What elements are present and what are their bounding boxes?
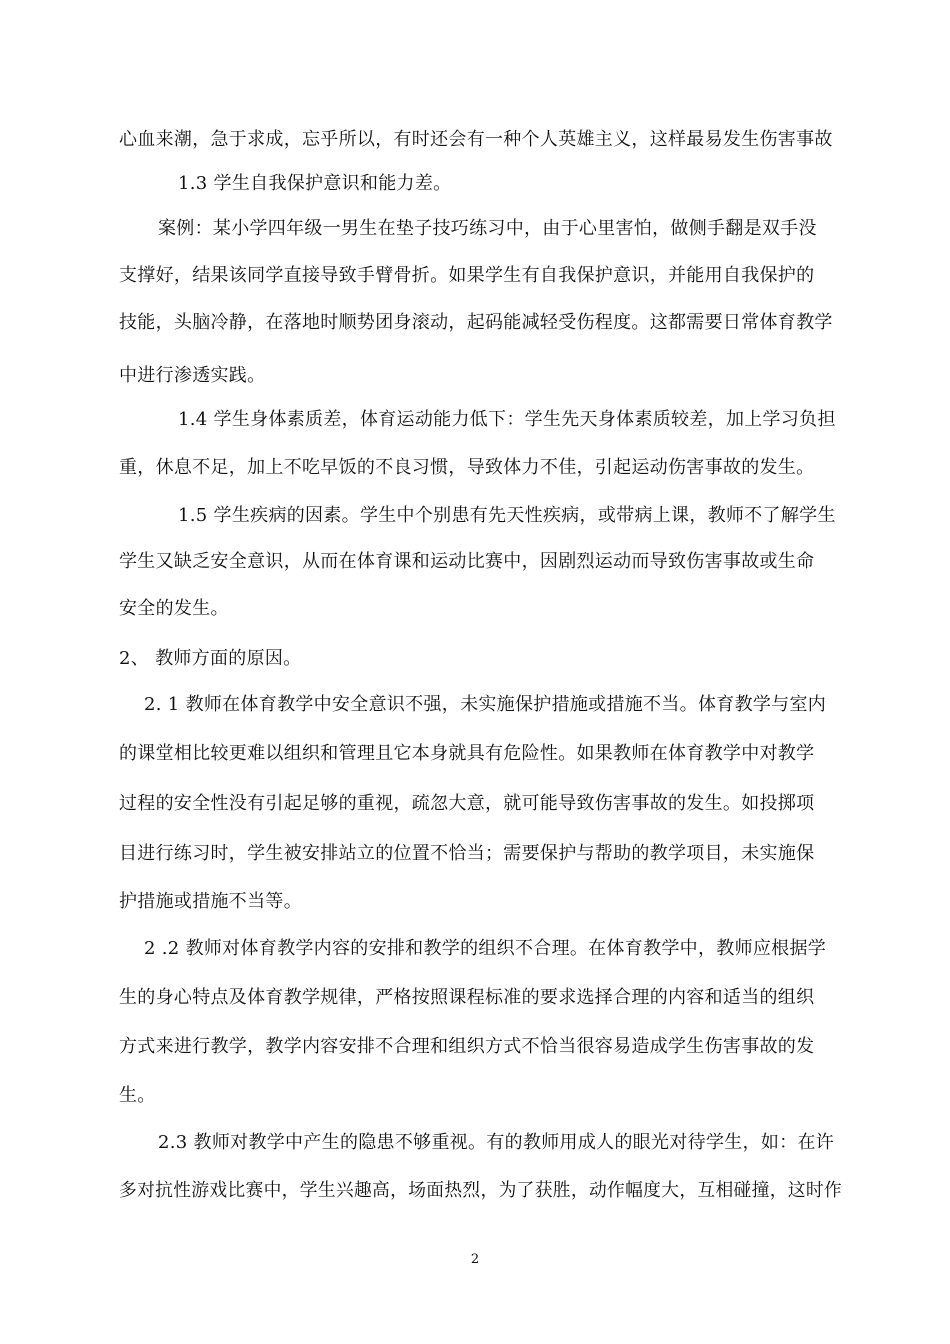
text-line: 重，休息不足，加上不吃早饭的不良习惯，导致体力不佳，引起运动伤害事故的发生。	[119, 457, 815, 478]
text-line: 2 .2 教师对体育教学内容的安排和教学的组织不合理。在体育教学中，教师应根据学	[144, 938, 827, 959]
text-line: 生的身心特点及体育教学规律，严格按照课程标准的要求选择合理的内容和适当的组织	[119, 987, 815, 1008]
text-line: 目进行练习时，学生被安排站立的位置不恰当；需要保护与帮助的教学项目，未实施保	[119, 843, 815, 864]
text-line: 2. 1 教师在体育教学中安全意识不强，未实施保护措施或措施不当。体育教学与室内	[144, 694, 827, 715]
text-line: 技能，头脑冷静，在落地时顺势团身滚动，起码能减轻受伤程度。这都需要日常体育教学	[119, 312, 833, 333]
page-number: 2	[470, 1252, 480, 1267]
text-line: 护措施或措施不当等。	[119, 891, 302, 912]
text-line: 安全的发生。	[119, 598, 229, 619]
text-line: 多对抗性游戏比赛中，学生兴趣高，场面热烈，为了获胜，动作幅度大，互相碰撞，这时作	[119, 1180, 842, 1201]
text-line: 2.3 教师对教学中产生的隐患不够重视。有的教师用成人的眼光对待学生，如：在许	[158, 1132, 835, 1153]
text-line: 的课堂相比较更难以组织和管理且它本身就具有危险性。如果教师在体育教学中对教学	[119, 743, 815, 764]
text-line: 1.3 学生自我保护意识和能力差。	[178, 173, 452, 194]
text-line: 过程的安全性没有引起足够的重视，疏忽大意，就可能导致伤害事故的发生。如投掷项	[119, 793, 815, 814]
text-line: 1.4 学生身体素质差，体育运动能力低下：学生先天身体素质较差，加上学习负担	[178, 409, 836, 430]
text-line: 学生又缺乏安全意识，从而在体育课和运动比赛中，因剧烈运动而导致伤害事故或生命	[119, 551, 815, 572]
text-line: 支撑好，结果该同学直接导致手臂骨折。如果学生有自我保护意识，并能用自我保护的	[119, 265, 815, 286]
text-line: 1.5 学生疾病的因素。学生中个别患有先天性疾病，或带病上课，教师不了解学生	[178, 505, 836, 526]
text-line: 案例：某小学四年级一男生在垫子技巧练习中，由于心里害怕，做侧手翻是双手没	[158, 218, 817, 239]
text-line: 生。	[119, 1085, 156, 1106]
text-line: 心血来潮，急于求成，忘乎所以，有时还会有一种个人英雄主义，这样最易发生伤害事故	[119, 129, 833, 150]
text-line: 中进行渗透实践。	[119, 365, 266, 386]
section-heading: 2、 教师方面的原因。	[119, 648, 302, 669]
text-line: 方式来进行教学，教学内容安排不合理和组织方式不恰当很容易造成学生伤害事故的发	[119, 1036, 815, 1057]
